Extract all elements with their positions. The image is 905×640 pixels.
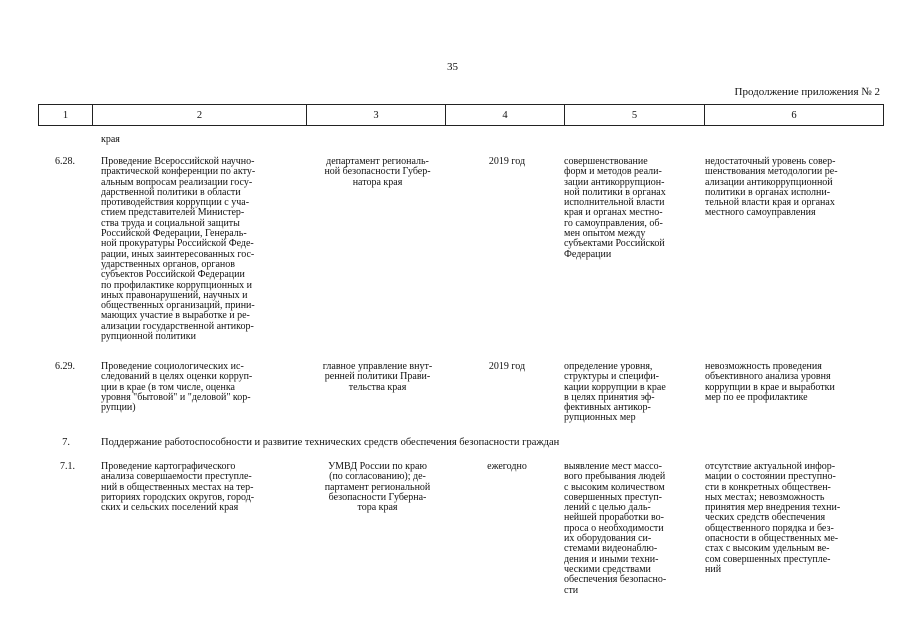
continuation-label: Продолжение приложения № 2 [734, 86, 880, 98]
column-header-table [38, 104, 884, 126]
tail-text: края [101, 134, 120, 145]
column-header: 5 [565, 105, 705, 126]
term-text: 2019 год [488, 156, 526, 167]
event-text: Проведение Всероссийской научно- практической конференции по акту- альным вопросам реализации госу- дарственной политики в области противодействия коррупции с уча- стием представителей Министер- ства труда и социальной защиты Российской Федерации, Генераль- ной прокуратуры Российской Феде- рации, иных заинтересованных гос- ударственных органов, органов субъектов Российской Федерации по профилактике коррупционных и иных правонарушений, научных и общественных организаций, прини- мающих участие в выработке и ре- ализации государственной антикор- рупционной политики [101, 156, 256, 343]
executor-text: главное управление внут- ренней политики Прави- тельства края [322, 361, 433, 393]
column-header: 3 [307, 105, 446, 126]
event-text: Проведение социологических ис- следований в целях оценки корруп- ции в крае (в том числе, оценка уровня "бытовой" и "деловой" кор- рупции) [101, 361, 253, 414]
column-header: 4 [446, 105, 565, 126]
executor-text: УМВД России по краю (по согласованию); де- партамент региональной безопасности Губерна- тора края [324, 461, 431, 514]
column-header: 2 [93, 105, 307, 126]
term-text: 2019 год [488, 361, 526, 372]
executor-text: департамент региональ- ной безопасности Губер- натора края [324, 156, 431, 188]
column-header-row [39, 105, 884, 126]
risk-text: отсутствие актуальной инфор- мации о состоянии преступно- сти в конкретных обществен- ных местах; невозможность принятия мер внедрения техни- ческих средств обеспечения общественного порядка и без- опасности в общественных ме- стах с высоким удельным ве- сом совершенных преступле- ний [705, 461, 841, 575]
row-number: 7.1. [60, 461, 75, 472]
section-title: Поддержание работоспособности и развитие технических средств обеспечения безопасности граждан [101, 437, 560, 448]
page-number: 35 [447, 61, 458, 73]
term-text: ежегодно [487, 461, 527, 472]
column-header: 1 [39, 105, 93, 126]
result-text: совершенствование форм и методов реали- зации антикоррупцион- ной политики в органах исполнительной власти края и органах местно- го самоуправления, об- мен опытом между субъектами Российской Федерации [564, 156, 666, 260]
event-text: Проведение картографического анализа совершаемости преступле- ний в общественных местах на тер- риториях городских округов, город- ских и сельских поселений края [101, 461, 255, 514]
result-text: выявление мест массо- вого пребывания людей с высоким количеством совершенных преступ- лений с целью даль- нейшей проработки во- проса о необходимости их оборудования си- стемами видеонаблю- дения и иными техни- ческими средствами обеспечения безопасно- сти [564, 461, 667, 596]
row-number: 6.29. [55, 361, 75, 372]
row-number: 6.28. [55, 156, 75, 167]
risk-text: невозможность проведения объективного анализа уровня коррупции в крае и выработки мер по ее профилактике [705, 361, 835, 403]
column-header: 6 [705, 105, 884, 126]
risk-text: недостаточный уровень совер- шенствования методологии ре- ализации антикоррупционной политики в органах исполни- тельной власти края и органах местного самоуправления [705, 156, 838, 219]
section-number: 7. [62, 437, 70, 448]
result-text: определение уровня, структуры и специфи- кации коррупции в крае в целях принятия эф- фективных антикор- рупционных мер [564, 361, 666, 424]
